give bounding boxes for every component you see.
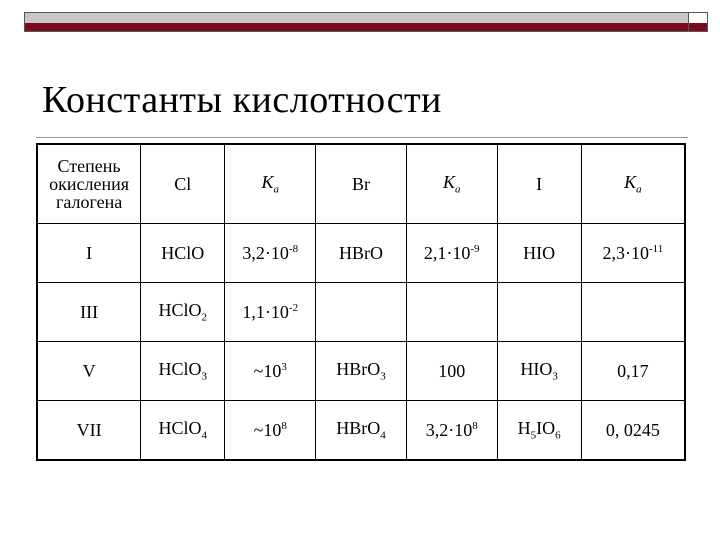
i-ka-cell (581, 342, 685, 401)
i-ka-cell (581, 224, 685, 283)
oxidation-state-cell: I (37, 224, 141, 283)
formula-subscript: 2 (201, 311, 208, 324)
table-row (37, 224, 685, 283)
ka-mantissa: 1,1·10 (242, 301, 289, 322)
table-header-row (37, 144, 685, 224)
oxidation-state-cell: III (37, 283, 141, 342)
formula-base: HClO (158, 359, 202, 380)
header-oxidation-line-1: Степень (57, 156, 121, 176)
header-ka-i (581, 144, 685, 224)
formula-base: HBrO (336, 359, 381, 380)
br-ka-cell (406, 224, 497, 283)
formula-base: HIO (523, 242, 556, 263)
slide-title: Константы кислотности (42, 79, 442, 121)
br-acid-cell (316, 224, 407, 283)
ka-mantissa: 2,3·10 (602, 242, 650, 263)
formula-subscript: 4 (201, 429, 208, 442)
ka-exponent: -8 (288, 242, 299, 255)
table-row (37, 342, 685, 401)
ka-exponent: 8 (281, 419, 287, 432)
cl-acid-cell (141, 401, 225, 461)
br-ka-cell (406, 401, 497, 461)
header-cl: Cl (141, 144, 225, 224)
formula-part: H (517, 418, 531, 439)
ka-exponent: -11 (649, 242, 664, 255)
i-ka-cell (581, 283, 685, 342)
ka-mantissa: ~10 (253, 360, 282, 381)
ka-mantissa: 0,17 (617, 360, 649, 381)
i-ka-cell (581, 401, 685, 461)
ka-exponent: 3 (281, 360, 287, 373)
cl-ka-cell (225, 401, 316, 461)
i-acid-cell (497, 342, 581, 401)
cl-acid-cell (141, 224, 225, 283)
formula-base: HClO (158, 418, 202, 439)
ka-mantissa: 100 (438, 360, 466, 381)
ka-mantissa: ~10 (253, 419, 282, 440)
header-br: Br (316, 144, 407, 224)
i-acid-cell (497, 224, 581, 283)
ka-subscript: a (636, 183, 642, 196)
formula-base: HBrO (336, 418, 381, 439)
formula-base: HClO (158, 300, 202, 321)
ka-mantissa: 3,2·10 (242, 242, 289, 263)
title-underline (36, 137, 688, 138)
ka-exponent: -2 (288, 301, 299, 314)
header-ka-br (406, 144, 497, 224)
ka-mantissa: 3,2·10 (425, 419, 473, 440)
ka-exponent: 8 (472, 419, 478, 432)
br-ka-cell (406, 283, 497, 342)
formula-base: HClO (161, 242, 205, 263)
ka-symbol: K (624, 172, 637, 193)
cl-ka-cell (225, 283, 316, 342)
formula-subscript: 5 (530, 429, 537, 442)
formula-subscript: 3 (380, 370, 386, 383)
decorative-corner-box (688, 12, 708, 32)
br-acid-cell (316, 401, 407, 461)
br-acid-cell (316, 342, 407, 401)
ka-symbol: K (442, 172, 455, 193)
i-acid-cell (497, 283, 581, 342)
ka-subscript: a (273, 183, 280, 196)
cl-acid-cell (141, 283, 225, 342)
acidity-constants-table (36, 143, 686, 461)
ka-exponent: -9 (470, 242, 480, 255)
table-row (37, 283, 685, 342)
ka-subscript: a (454, 183, 461, 196)
top-bar-stripe (25, 23, 688, 31)
ka-mantissa: 2,1·10 (423, 242, 471, 263)
header-ka-cl (225, 144, 316, 224)
formula-base: HBrO (338, 242, 383, 263)
cl-ka-cell (225, 342, 316, 401)
oxidation-state-cell: V (37, 342, 141, 401)
header-oxidation-line-3: галогена (55, 192, 123, 212)
ka-mantissa: 0, 0245 (605, 419, 660, 440)
header-oxidation-line-2: окисления (49, 174, 130, 194)
header-i: I (497, 144, 581, 224)
cl-acid-cell (141, 342, 225, 401)
br-acid-cell (316, 283, 407, 342)
formula-part: IO (536, 418, 556, 439)
header-oxidation-state (37, 144, 141, 224)
oxidation-state-cell: VII (37, 401, 141, 461)
formula-subscript: 3 (552, 370, 558, 383)
cl-ka-cell (225, 224, 316, 283)
decorative-top-bar (24, 12, 689, 32)
formula-base: HIO (520, 359, 553, 380)
i-acid-cell (497, 401, 581, 461)
formula-subscript: 3 (201, 370, 208, 383)
formula-subscript: 6 (555, 429, 561, 442)
br-ka-cell (406, 342, 497, 401)
ka-symbol: K (261, 172, 274, 193)
formula-subscript: 4 (380, 429, 386, 442)
table-row (37, 401, 685, 461)
